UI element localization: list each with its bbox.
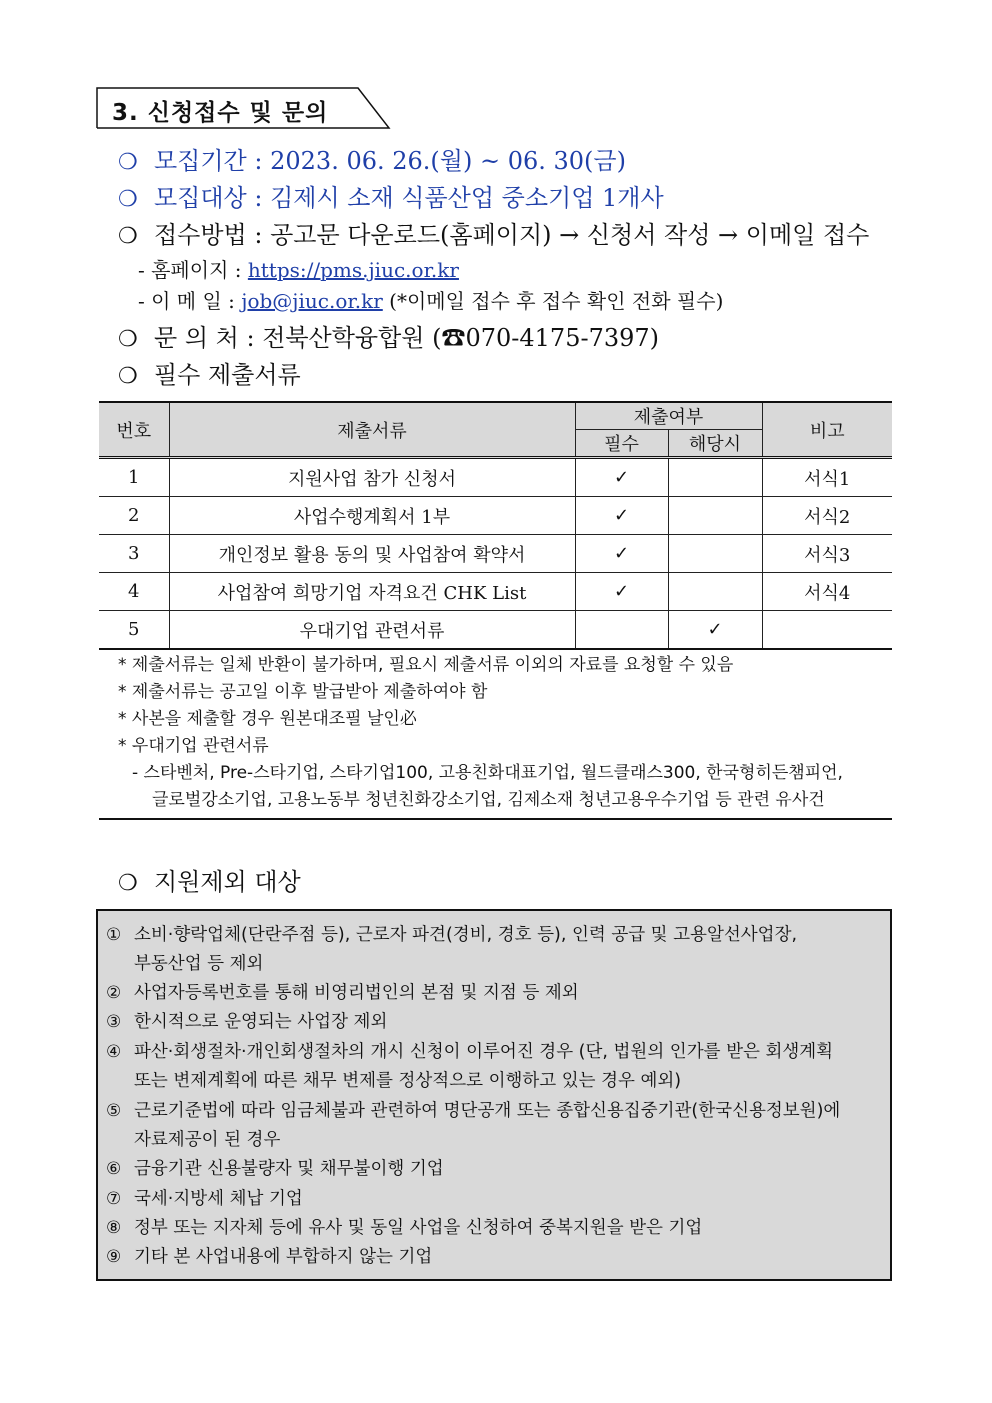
note-4-sub-2: 글로벌강소기업, 고용노동부 청년친화강소기업, 김제소재 청년고용우수기업 등 관련 유사건 [152, 790, 825, 810]
exclusion-item-5 [106, 1097, 840, 1126]
target-value: 김제시 소재 식품산업 중소기업 1개사 [270, 184, 664, 212]
row-no: 5 [99, 611, 169, 650]
exclusion-text: 국세·지방세 체납 기업 [134, 1189, 303, 1209]
note-1: * 제출서류는 일체 반환이 불가하며, 필요시 제출서류 이외의 자료를 요청할 수 있음 [118, 655, 734, 675]
method-label: 접수방법 [154, 221, 247, 249]
exclusion-item-8 [106, 1214, 702, 1243]
header-required: 필수 [575, 430, 668, 458]
table-notes [118, 652, 843, 814]
header-applicable: 해당시 [668, 430, 762, 458]
row-applicable-check [668, 535, 762, 573]
num-6-icon: ⑥ [106, 1159, 122, 1179]
method-line [118, 215, 869, 250]
documents-table [99, 401, 892, 650]
period-value: 2023. 06. 26.(월) ~ 06. 30(금) [270, 147, 626, 175]
num-4-icon: ④ [106, 1042, 122, 1062]
circle-bullet-icon: ❍ [118, 871, 138, 896]
header-doc: 제출서류 [169, 402, 575, 458]
exclusion-item-1 [106, 921, 797, 950]
homepage-line [138, 254, 459, 283]
exclusion-item-4-cont: 또는 변제계획에 따른 채무 변제를 정상적으로 이행하고 있는 경우 예외) [134, 1071, 682, 1091]
period-line [118, 141, 626, 176]
table-row [99, 535, 892, 573]
exclusion-item-6 [106, 1155, 444, 1184]
section-title: 3. 신청접수 및 문의 [112, 100, 329, 126]
homepage-label: - 홈페이지 : [138, 258, 242, 282]
table-row [99, 458, 892, 497]
method-value: 공고문 다운로드(홈페이지) → 신청서 작성 → 이메일 접수 [270, 221, 870, 249]
circle-bullet-icon: ❍ [118, 150, 138, 175]
num-7-icon: ⑦ [106, 1189, 122, 1209]
exclusion-item-9 [106, 1243, 432, 1272]
row-doc: 사업수행계획서 1부 [169, 497, 575, 535]
exclusion-item-5-cont: 자료제공이 된 경우 [134, 1130, 281, 1150]
circle-bullet-icon: ❍ [118, 364, 138, 389]
email-label: - 이 메 일 : [138, 289, 235, 313]
notes-divider [99, 818, 892, 820]
circle-bullet-icon: ❍ [118, 327, 138, 352]
contact-value: 전북산학융합원 (☎070-4175-7397) [262, 324, 660, 352]
target-line [118, 178, 664, 213]
row-applicable-check [668, 573, 762, 611]
email-note: (*이메일 접수 후 접수 확인 전화 필수) [389, 289, 724, 313]
row-doc: 지원사업 참가 신청서 [169, 458, 575, 497]
row-required-check [575, 611, 668, 650]
contact-line [118, 318, 659, 353]
exclusion-text: 정부 또는 지자체 등에 유사 및 동일 사업을 신청하여 중복지원을 받은 기업 [134, 1218, 703, 1238]
note-2: * 제출서류는 공고일 이후 발급받아 제출하여야 함 [118, 682, 488, 702]
homepage-link[interactable]: https://pms.jiuc.or.kr [247, 258, 459, 282]
row-no: 4 [99, 573, 169, 611]
email-link[interactable]: job@jiuc.or.kr [241, 289, 383, 313]
row-required-check: ✓ [575, 535, 668, 573]
exclusion-item-2 [106, 979, 579, 1008]
table-row [99, 611, 892, 650]
exclusion-item-3 [106, 1008, 387, 1037]
method-sep: : [254, 221, 263, 249]
num-3-icon: ③ [106, 1012, 122, 1032]
num-2-icon: ② [106, 983, 122, 1003]
exclusion-box [96, 909, 892, 1281]
exclusion-text: 한시적으로 운영되는 사업장 제외 [134, 1012, 388, 1032]
note-4-sub-1: - 스타벤처, Pre-스타기업, 스타기업100, 고용친화대표기업, 월드클래스300, 한국형히든챔피언, [132, 763, 843, 783]
row-note: 서식1 [762, 458, 892, 497]
header-note: 비고 [762, 402, 892, 458]
contact-label: 문 의 처 [154, 324, 239, 352]
row-required-check: ✓ [575, 458, 668, 497]
note-3: * 사본을 제출할 경우 원본대조필 날인必 [118, 709, 417, 729]
row-required-check: ✓ [575, 497, 668, 535]
exclusion-text: 근로기준법에 따라 임금체불과 관련하여 명단공개 또는 종합신용집중기관(한국신용정보원)에 [134, 1101, 841, 1121]
exclusion-item-1-cont: 부동산업 등 제외 [134, 954, 264, 974]
target-sep: : [254, 184, 263, 212]
row-required-check: ✓ [575, 573, 668, 611]
exclusion-text: 소비·향락업체(단란주점 등), 근로자 파견(경비, 경호 등), 인력 공급 및 고용알선사업장, [134, 925, 798, 945]
row-applicable-check: ✓ [668, 611, 762, 650]
num-5-icon: ⑤ [106, 1101, 122, 1121]
target-label: 모집대상 [154, 184, 247, 212]
required-docs-label: 필수 제출서류 [154, 361, 301, 389]
table-row [99, 497, 892, 535]
email-line [138, 285, 723, 314]
exclusion-heading [118, 862, 301, 897]
row-doc: 우대기업 관련서류 [169, 611, 575, 650]
period-label: 모집기간 [154, 147, 247, 175]
num-8-icon: ⑧ [106, 1218, 122, 1238]
row-note: 서식3 [762, 535, 892, 573]
contact-sep: : [246, 324, 255, 352]
row-applicable-check [668, 458, 762, 497]
row-applicable-check [668, 497, 762, 535]
exclusion-item-7 [106, 1185, 303, 1214]
row-no: 3 [99, 535, 169, 573]
row-no: 1 [99, 458, 169, 497]
row-no: 2 [99, 497, 169, 535]
required-docs-line [118, 355, 301, 390]
header-submit: 제출여부 [575, 402, 762, 430]
exclusion-text: 사업자등록번호를 통해 비영리법인의 본점 및 지점 등 제외 [134, 983, 579, 1003]
circle-bullet-icon: ❍ [118, 224, 138, 249]
row-note [762, 611, 892, 650]
exclusion-text: 기타 본 사업내용에 부합하지 않는 기업 [134, 1247, 433, 1267]
row-doc: 개인정보 활용 동의 및 사업참여 확약서 [169, 535, 575, 573]
num-9-icon: ⑨ [106, 1247, 122, 1267]
row-note: 서식2 [762, 497, 892, 535]
period-sep: : [254, 147, 263, 175]
note-4: * 우대기업 관련서류 [118, 736, 269, 756]
row-note: 서식4 [762, 573, 892, 611]
circle-bullet-icon: ❍ [118, 187, 138, 212]
section-header [96, 87, 391, 129]
exclusion-item-4 [106, 1038, 833, 1067]
exclusion-title: 지원제외 대상 [154, 868, 301, 896]
num-1-icon: ① [106, 925, 122, 945]
row-doc: 사업참여 희망기업 자격요건 CHK List [169, 573, 575, 611]
table-row [99, 573, 892, 611]
exclusion-text: 파산·회생절차·개인회생절차의 개시 신청이 이루어진 경우 (단, 법원의 인가를 받은 회생계획 [134, 1042, 834, 1062]
header-no: 번호 [99, 402, 169, 458]
exclusion-text: 금융기관 신용불량자 및 채무불이행 기업 [134, 1159, 444, 1179]
